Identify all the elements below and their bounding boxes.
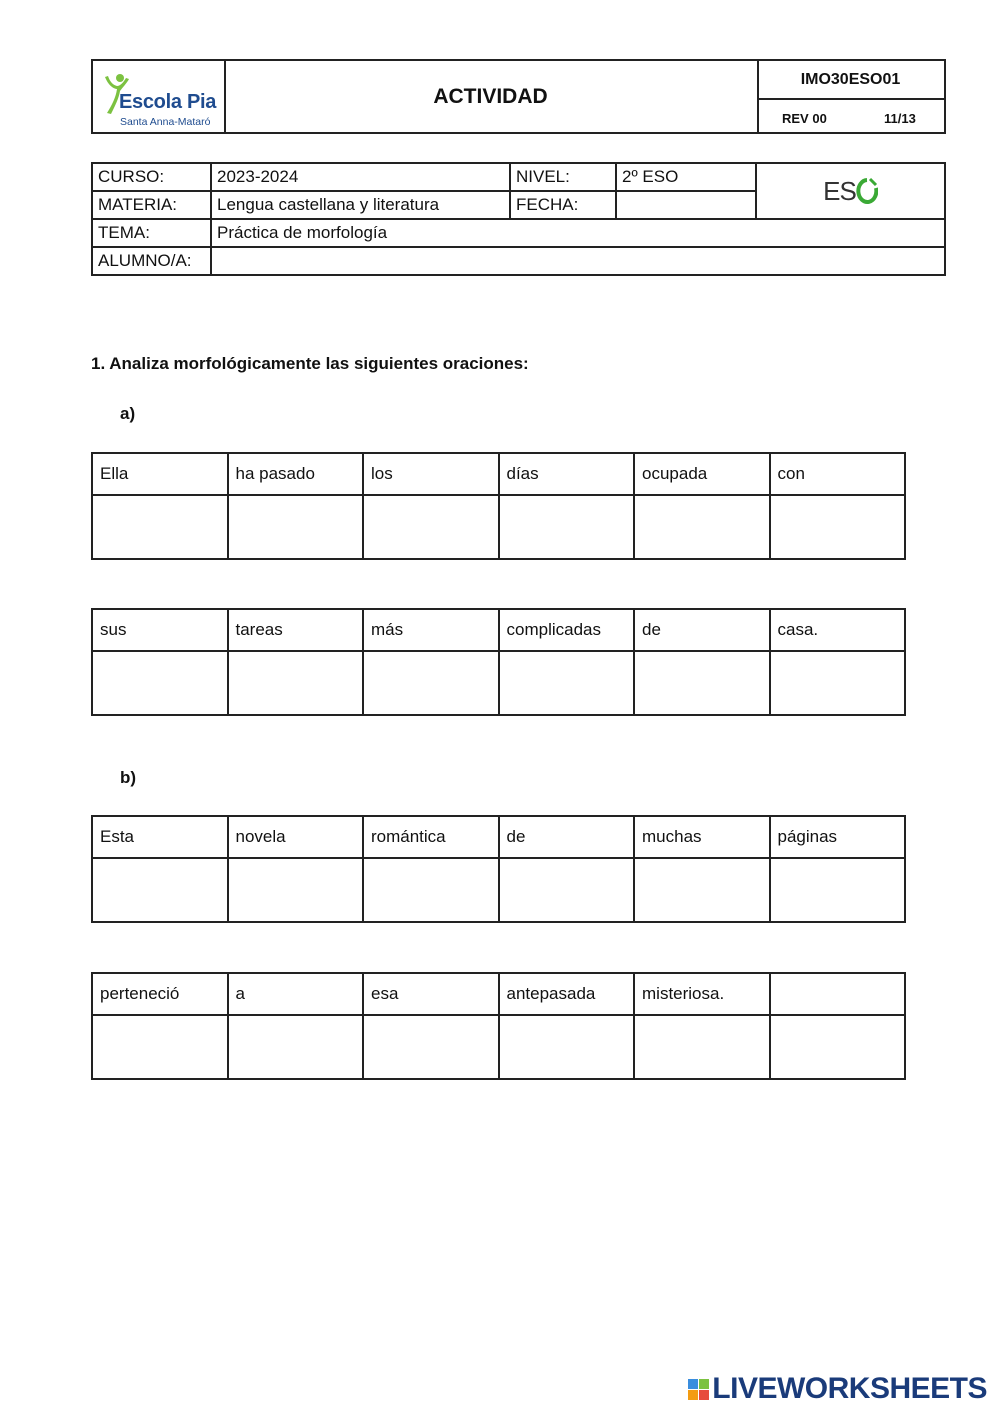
answer-cell[interactable] bbox=[770, 495, 906, 559]
answer-cell[interactable] bbox=[363, 1015, 499, 1079]
word-cell: romántica bbox=[363, 816, 499, 858]
word-cell: perteneció bbox=[92, 973, 228, 1015]
course-info-table bbox=[91, 162, 946, 276]
answer-cell[interactable] bbox=[228, 1015, 364, 1079]
page-number: 11/13 bbox=[884, 111, 916, 126]
answer-cell[interactable] bbox=[363, 651, 499, 715]
alumno-field[interactable] bbox=[211, 247, 945, 275]
answer-cell[interactable] bbox=[228, 651, 364, 715]
answer-cell[interactable] bbox=[499, 495, 635, 559]
word-cell: Ella bbox=[92, 453, 228, 495]
liveworksheets-watermark bbox=[688, 1372, 987, 1406]
curso-label: CURSO: bbox=[92, 163, 211, 191]
fecha-field[interactable] bbox=[616, 191, 756, 219]
word-table-b2 bbox=[91, 972, 906, 1080]
answer-cell[interactable] bbox=[770, 1015, 906, 1079]
word-cell: antepasada bbox=[499, 973, 635, 1015]
word-cell: días bbox=[499, 453, 635, 495]
page-title: ACTIVIDAD bbox=[224, 61, 759, 132]
answer-cell[interactable] bbox=[499, 1015, 635, 1079]
word-cell bbox=[770, 973, 906, 1015]
answer-cell[interactable] bbox=[363, 858, 499, 922]
word-cell: muchas bbox=[634, 816, 770, 858]
word-cell: páginas bbox=[770, 816, 906, 858]
answer-cell[interactable] bbox=[92, 651, 228, 715]
answer-cell[interactable] bbox=[634, 1015, 770, 1079]
word-cell: misteriosa. bbox=[634, 973, 770, 1015]
word-cell: tareas bbox=[228, 609, 364, 651]
revision-row bbox=[757, 98, 944, 132]
alumno-label: ALUMNO/A: bbox=[92, 247, 211, 275]
liveworksheets-logo-icon bbox=[688, 1379, 709, 1400]
question-1: 1. Analiza morfológicamente las siguientes oraciones: bbox=[91, 354, 529, 373]
word-cell: esa bbox=[363, 973, 499, 1015]
eso-logo: ES bbox=[756, 163, 945, 219]
answer-cell[interactable] bbox=[228, 495, 364, 559]
answer-cell[interactable] bbox=[228, 858, 364, 922]
answer-cell[interactable] bbox=[92, 1015, 228, 1079]
section-a-label: a) bbox=[120, 404, 136, 423]
word-cell: Esta bbox=[92, 816, 228, 858]
nivel-label: NIVEL: bbox=[510, 163, 616, 191]
answer-cell[interactable] bbox=[770, 651, 906, 715]
word-table-a2 bbox=[91, 608, 906, 716]
answer-cell[interactable] bbox=[770, 858, 906, 922]
answer-cell[interactable] bbox=[92, 495, 228, 559]
word-cell: novela bbox=[228, 816, 364, 858]
word-cell: de bbox=[634, 609, 770, 651]
logo-name: Escola Pia bbox=[119, 91, 217, 113]
word-cell: con bbox=[770, 453, 906, 495]
revision-label: REV 00 bbox=[782, 111, 827, 126]
word-table-b1 bbox=[91, 815, 906, 923]
curso-value: 2023-2024 bbox=[211, 163, 510, 191]
answer-cell[interactable] bbox=[634, 858, 770, 922]
watermark-text: LIVEWORKSHEETS bbox=[712, 1372, 987, 1405]
answer-cell[interactable] bbox=[499, 858, 635, 922]
answer-cell[interactable] bbox=[634, 495, 770, 559]
nivel-value: 2º ESO bbox=[616, 163, 756, 191]
answer-cell[interactable] bbox=[499, 651, 635, 715]
word-cell: ha pasado bbox=[228, 453, 364, 495]
answer-cell[interactable] bbox=[634, 651, 770, 715]
tema-value: Práctica de morfología bbox=[211, 219, 945, 247]
fecha-label: FECHA: bbox=[510, 191, 616, 219]
document-header bbox=[91, 59, 946, 134]
word-cell: de bbox=[499, 816, 635, 858]
word-cell: más bbox=[363, 609, 499, 651]
document-code: IMO30ESO01 bbox=[757, 61, 944, 100]
section-b-label: b) bbox=[120, 768, 137, 787]
logo-subtitle: Santa Anna-Mataró bbox=[120, 116, 211, 128]
word-cell: los bbox=[363, 453, 499, 495]
word-table-a1 bbox=[91, 452, 906, 560]
eso-o-icon bbox=[856, 177, 878, 205]
materia-value: Lengua castellana y literatura bbox=[211, 191, 510, 219]
word-cell: ocupada bbox=[634, 453, 770, 495]
materia-label: MATERIA: bbox=[92, 191, 211, 219]
word-cell: casa. bbox=[770, 609, 906, 651]
answer-cell[interactable] bbox=[92, 858, 228, 922]
school-logo bbox=[93, 61, 226, 132]
word-cell: sus bbox=[92, 609, 228, 651]
answer-cell[interactable] bbox=[363, 495, 499, 559]
word-cell: a bbox=[228, 973, 364, 1015]
tema-label: TEMA: bbox=[92, 219, 211, 247]
word-cell: complicadas bbox=[499, 609, 635, 651]
